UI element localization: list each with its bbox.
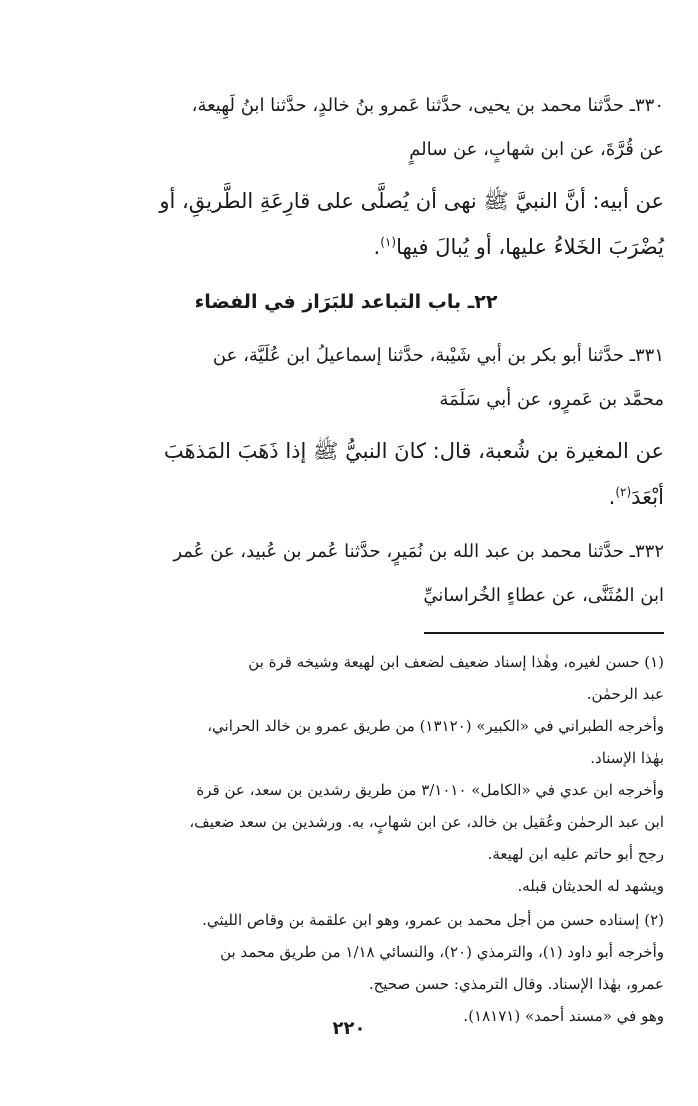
footnote-line: (١) حسن لغيره، وهٰذا إسناد ضعيف لضعف ابن لهيعة وشيخه قرة بن [248,653,664,671]
footnote-line: بهٰذا الإسناد. [590,749,664,767]
hadith-330-matn [28,178,664,270]
hadith-331-isnad [28,334,664,422]
footnote-line: وأخرجه أبو داود (١)، والترمذي (٢٠)، والنسائي ١/١٨ من طريق محمد بن [220,943,664,961]
footnotes [28,646,664,1032]
sentence-end: . [373,235,381,259]
isnad-line: ابن المُثَنَّى، عن عطاءٍ الخُراسانيِّ [423,585,664,606]
page-number: ٢٢٠ [332,1018,366,1039]
isnad-line: محمَّد بن عَمرٍو، عن أبي سَلَمَة [439,389,664,410]
matn-line: أبْعَدَ [631,485,664,509]
footnote-ref[interactable]: (١) [380,235,397,249]
footnote-line: وهو في «مسند أحمد» (١٨١٧١). [463,1007,664,1025]
footnote-line: وأخرجه الطبراني في «الكبير» (١٣١٢٠) من طريق عمرو بن خالد الحراني، [207,717,664,735]
footnote-divider [424,632,664,634]
isnad-line: ٣٣١ـ حدَّثنا أبو بكر بن أبي شَيْبة، حدَّثنا إسماعيلُ ابن عُلَيَّة، عن [212,345,664,366]
footnote-line: ابن عبد الرحمٰن وعُقيل بن خالد، عن ابن شهابٍ، به. ورشدين بن سعد ضعيف، [189,813,664,831]
isnad-line: ٣٣٠ـ حدَّثنا محمد بن يحيى، حدَّثنا عَمرو بنُ خالدٍ، حدَّثنا ابنُ لَهِيعة، [191,95,664,116]
sentence-end: . [608,485,616,509]
hadith-332-isnad [28,530,664,618]
chapter-heading: ٢٢ـ باب التباعد للبَرَاز في الفضاء [194,291,498,313]
isnad-line: ٣٣٢ـ حدَّثنا محمد بن عبد الله بن نُمَيرٍ، حدَّثنا عُمر بن عُبيد، عن عُمر [173,541,664,562]
page-body [28,84,664,1032]
isnad-line: عن قُرَّةَ، عن ابن شهابٍ، عن سالمٍ [409,139,664,160]
hadith-330-isnad [28,84,664,172]
footnote-line: ويشهد له الحديثان قبله. [517,877,664,895]
footnote-line: رجح أبو حاتم عليه ابن لهيعة. [487,845,664,863]
footnote-2 [28,904,664,1032]
hadith-331-matn [28,428,664,520]
footnote-1 [28,646,664,902]
footnote-line: وأخرجه ابن عدي في «الكامل» ٣/١٠١٠ من طريق رشدين بن سعد، عن قرة [196,781,664,799]
footnote-line: عمرو، بهٰذا الإسناد. وقال الترمذي: حسن صحيح. [368,975,664,993]
matn-line: يُضْرَبَ الخَلاءُ عليها، أو يُبالَ فيها [396,235,664,259]
hadith-331 [28,334,664,520]
hadith-332 [28,530,664,618]
footnote-ref[interactable]: (٢) [615,485,632,499]
hadith-330 [28,84,664,270]
matn-line: عن أبيه: أنَّ النبيَّ ﷺ نهى أن يُصلَّى على قارِعَةِ الطَّريقِ، أو [159,189,664,213]
footnote-line: (٢) إسناده حسن من أجل محمد بن عمرو، وهو ابن علقمة بن وقاص الليثي. [202,911,664,929]
footnote-line: عبد الرحمٰن. [586,685,664,703]
matn-line: عن المغيرة بن شُعبة، قال: كانَ النبيُّ ﷺ إذا ذَهَبَ المَذهَبَ [163,439,664,463]
